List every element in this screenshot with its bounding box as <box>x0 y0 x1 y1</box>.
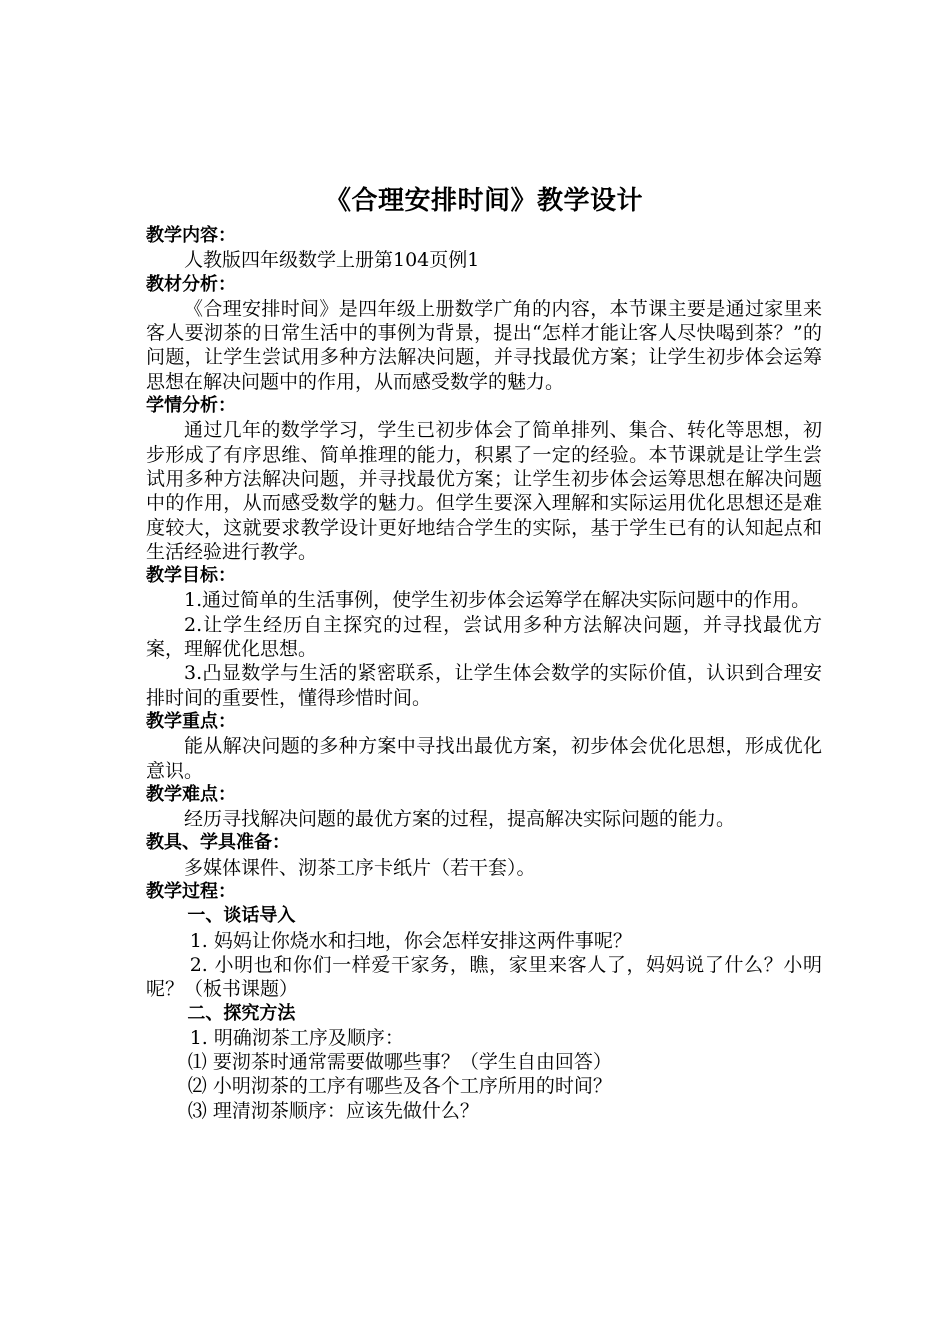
process-part-title: 二、探究方法 <box>187 1002 296 1024</box>
process-item: 1. 妈妈让你烧水和扫地，你会怎样安排这两件事呢？ <box>189 929 632 952</box>
section-heading-material: 教材分析： <box>146 273 236 295</box>
section-paragraph: 《合理安排时间》是四年级上册数学广角的内容，本节课主要是通过家里来客人要沏茶的日常生活中的事例为背景，提出“怎样才能让客人尽快喝到茶？”的问题，让学生尝试用多种方法解决问题，并寻找最优方案；让学生初步体会运筹思想在解决问题中的作用，从而感受数学的魅力。 <box>146 297 822 393</box>
process-item: 2. 小明也和你们一样爱干家务，瞧，家里来客人了，妈妈说了什么？小明呢？（板书课题） <box>146 953 822 1001</box>
process-subitem: ⑴ 要沏茶时通常需要做哪些事？（学生自由回答） <box>187 1051 612 1074</box>
process-subitem: ⑶ 理清沏茶顺序：应该先做什么？ <box>187 1099 479 1122</box>
section-paragraph: 多媒体课件、沏茶工序卡纸片（若干套）。 <box>184 856 536 879</box>
section-paragraph: 能从解决问题的多种方案中寻找出最优方案，初步体会优化思想，形成优化意识。 <box>146 735 822 782</box>
section-heading-process: 教学过程： <box>146 881 236 903</box>
document-title: 《合理安排时间》教学设计 <box>324 186 643 216</box>
goal-item: 3.凸显数学与生活的紧密联系，让学生体会数学的实际价值，认识到合理安排时间的重要性，懂得珍惜时间。 <box>146 662 822 709</box>
process-subitem: ⑵ 小明沏茶的工序有哪些及各个工序所用的时间？ <box>187 1075 612 1098</box>
process-part-title: 一、谈话导入 <box>187 905 296 927</box>
section-paragraph: 经历寻找解决问题的最优方案的过程，提高解决实际问题的能力。 <box>184 808 736 831</box>
section-heading-goals: 教学目标： <box>146 565 236 587</box>
section-paragraph: 通过几年的数学学习，学生已初步体会了简单排列、集合、转化等思想，初步形成了有序思维、简单推理的能力，积累了一定的经验。本节课就是让学生尝试用多种方法解决问题，并寻找最优方案；让学生初步体会运筹思想在解决问题中的作用，从而感受数学的魅力。但学生要深入理解和实际运用优化思想还是难度较大，这就要求教学设计更好地结合学生的实际，基于学生已有的认知起点和生活经验进行教学。 <box>146 419 822 563</box>
section-heading-difficulty: 教学难点： <box>146 783 236 805</box>
section-heading-focus: 教学重点： <box>146 710 236 732</box>
section-heading-students: 学情分析： <box>146 395 236 417</box>
section-heading-tools: 教具、学具准备： <box>146 832 290 854</box>
goal-item: 1.通过简单的生活事例，使学生初步体会运筹学在解决实际问题中的作用。 <box>184 589 811 612</box>
process-item: 1. 明确沏茶工序及顺序： <box>189 1026 404 1049</box>
document-page <box>146 186 822 1123</box>
section-heading-content: 教学内容： <box>146 225 236 246</box>
goal-item: 2.让学生经历自主探究的过程，尝试用多种方法解决问题，并寻找最优方案，理解优化思想。 <box>146 613 822 661</box>
section-paragraph: 人教版四年级数学上册第104页例1 <box>184 249 480 272</box>
